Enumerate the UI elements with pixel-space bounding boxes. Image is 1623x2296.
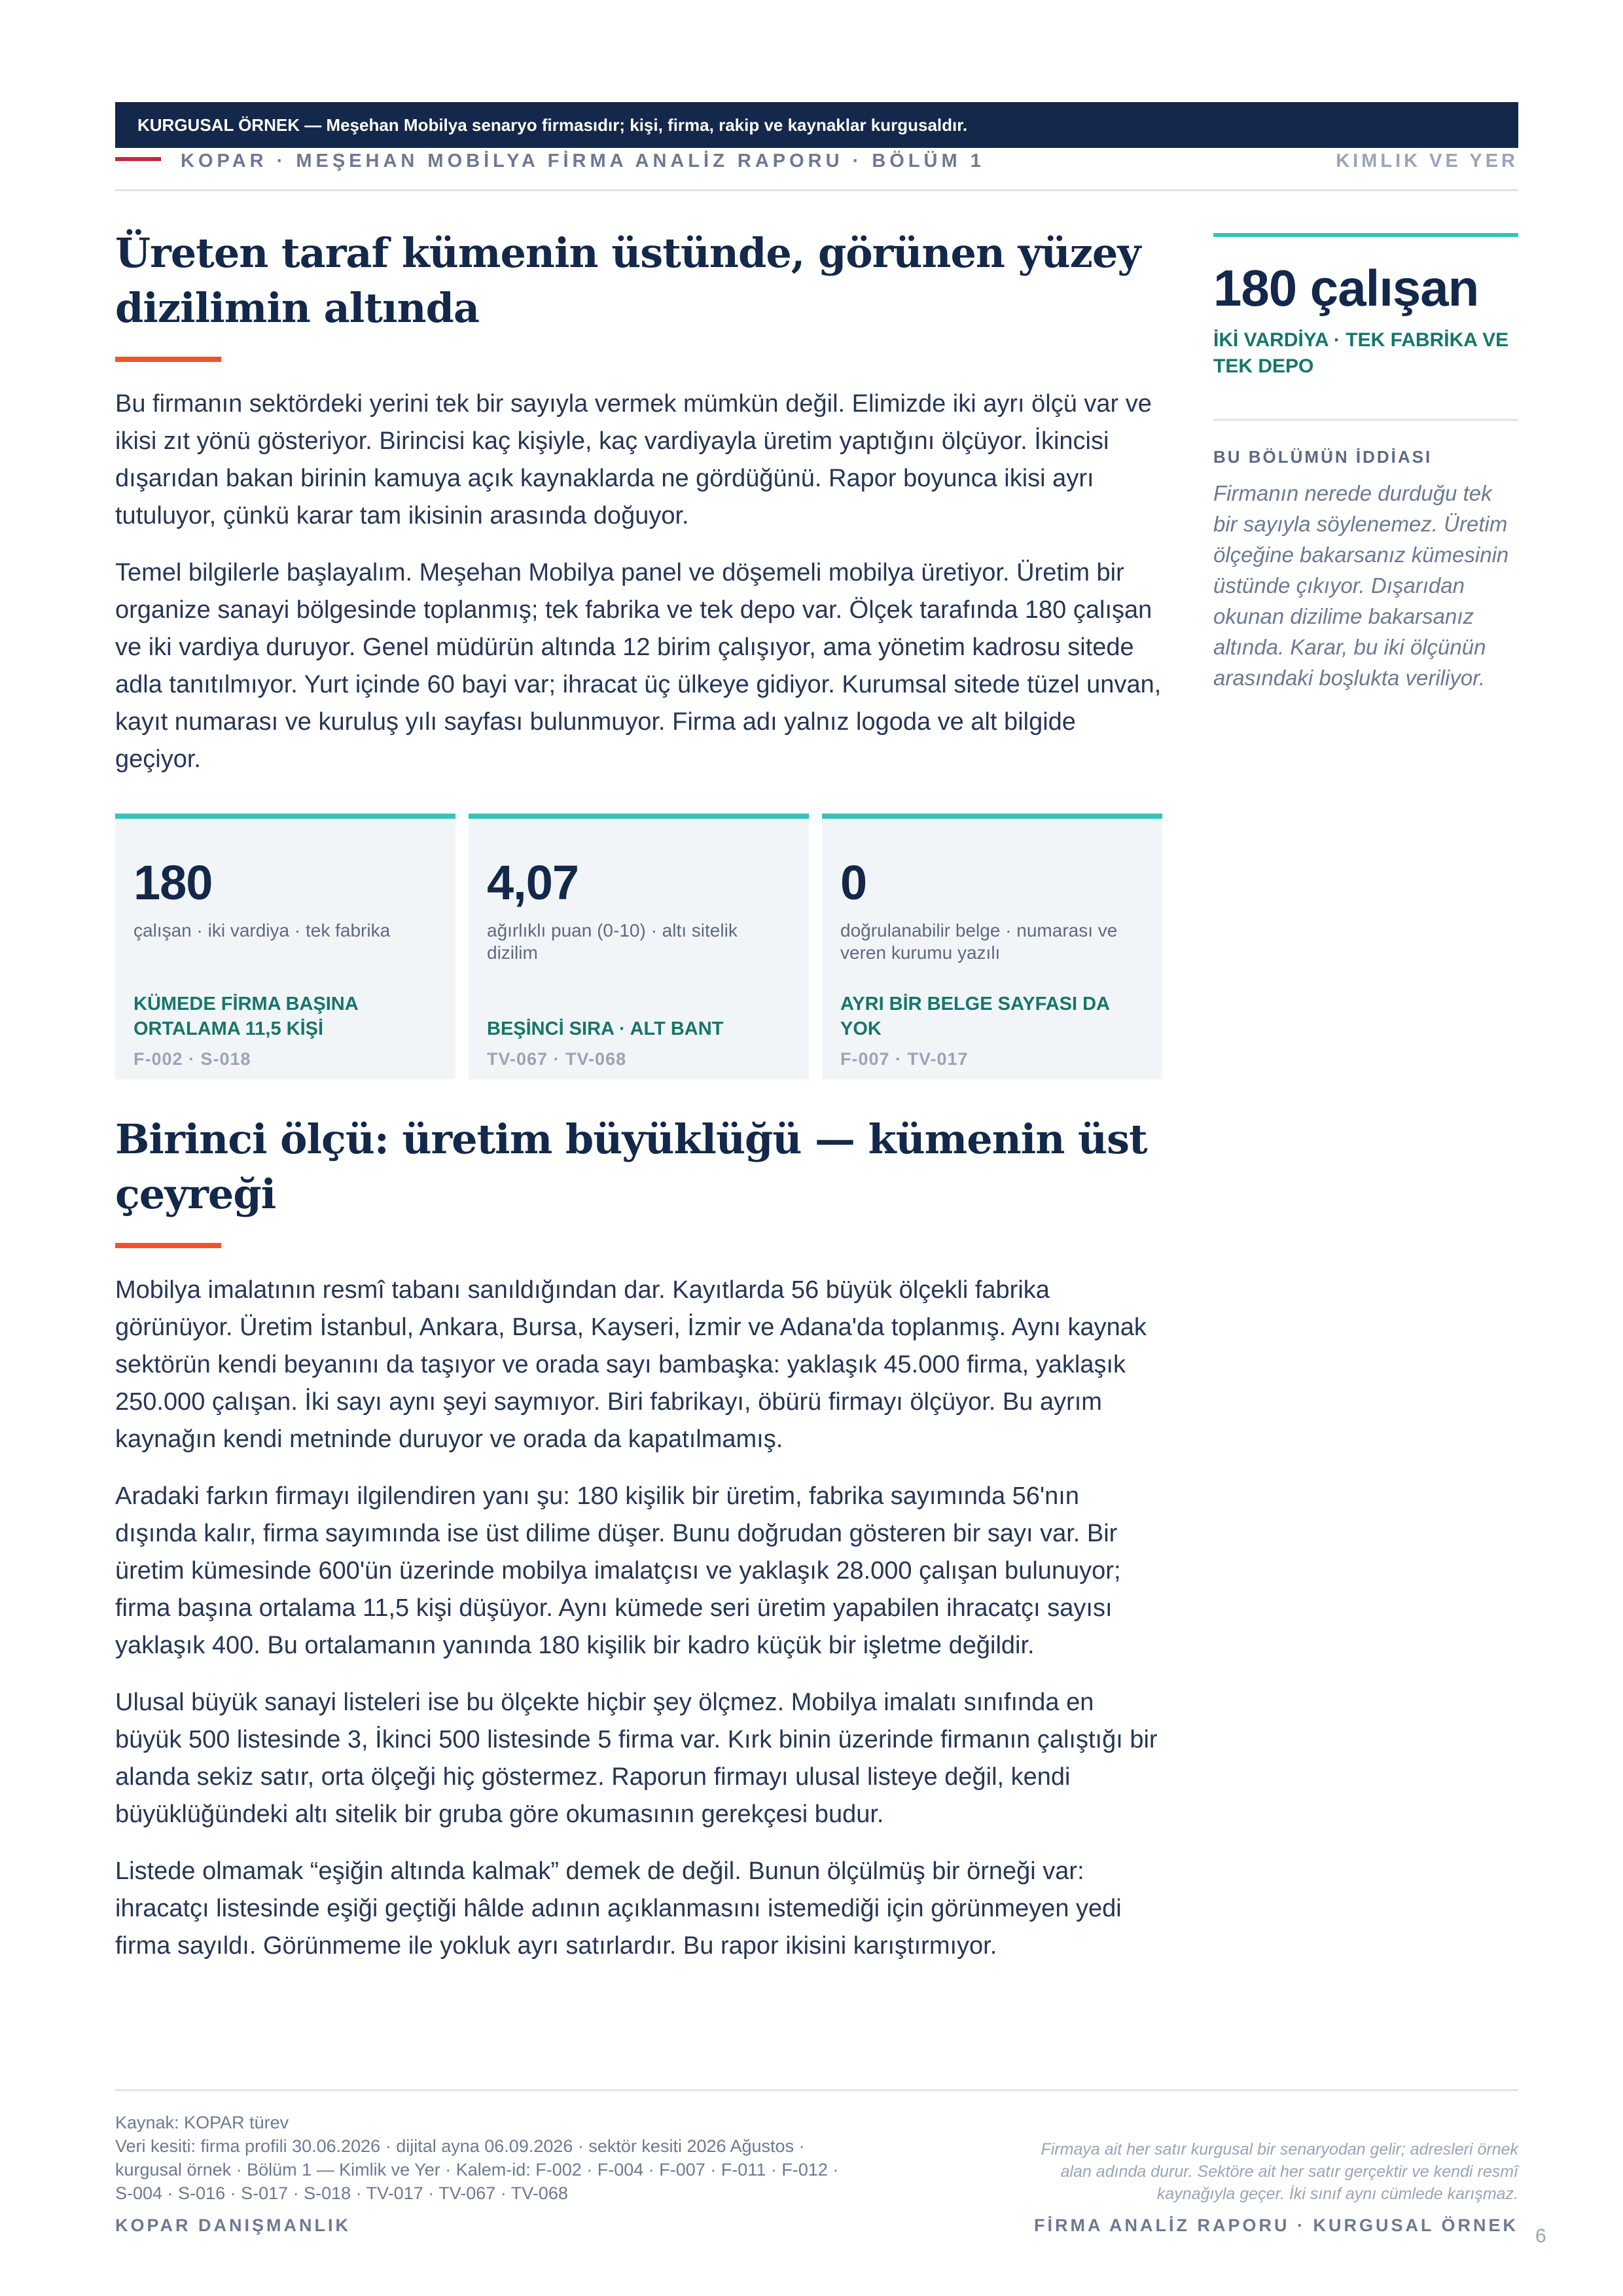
paragraph: Mobilya imalatının resmî tabanı sanıldığından dar. Kayıtlarda 56 büyük ölçekli fabrika görünüyor. Üretim İstanbul, Ankara, Bursa, Kayseri, İzmir ve Adana'da toplanmış. Aynı kaynak sektörün kendi beyanını da taşıyor ve orada sayı bambaşka: yaklaşık 45.000 firma, yaklaşık 250.000 çalışan. İki sayı aynı şeyi saymıyor. Biri fabrikayı, öbürü firmayı ölçüyor. Bu ayrım kaynağın kendi metninde duruyor ve orada da kapatılmamış. xyxy=(115,1276,1147,1453)
section-two xyxy=(115,1112,1162,1965)
stat-value: 4,07 xyxy=(487,855,579,910)
running-header-title: KOPAR · MEŞEHAN MOBİLYA FİRMA ANALİZ RAPORU · BÖLÜM 1 xyxy=(181,151,985,171)
footer-source xyxy=(115,2111,966,2205)
stat-card-documents xyxy=(822,814,1162,1079)
footer xyxy=(115,2089,1518,2235)
footer-source-line: kurgusal örnek · Bölüm 1 — Kimlik ve Yer · Kalem-id: F-002 · F-004 · F-007 · F-011 · F-012 · xyxy=(115,2160,839,2179)
footer-note-line: Firmaya ait her satır kurgusal bir senaryodan gelir; adresleri örnek xyxy=(1041,2140,1518,2159)
stat-cards xyxy=(115,814,1162,1079)
stat-tag: AYRI BİR BELGE SAYFASI DA YOK xyxy=(840,994,1109,1039)
footer-note xyxy=(982,2138,1518,2205)
paragraph: Ulusal büyük sanayi listeleri ise bu ölçekte hiçbir şey ölçmez. Mobilya imalatı sınıfında en büyük 500 listesinde 3, İkinci 500 listesinde 5 firma var. Kırk binin üzerinde firmanın çalıştığı bir alanda sekiz satır, orta ölçeği hiç göstermez. Raporun firmayı ulusal listeye değil, kendi büyüklüğündeki altı sitelik bir gruba göre okumasının gerekçesi budur. xyxy=(115,1689,1158,1828)
stat-description: ağırlıklı puan (0-10) · altı sitelik dizilim xyxy=(487,920,738,963)
page-number: 6 xyxy=(1535,2225,1546,2247)
running-header-section: KIMLIK VE YER xyxy=(1336,151,1518,171)
section-title: Üreten taraf kümenin üstünde, görünen yüzey dizilimin altında xyxy=(115,229,1141,332)
sidebar-headline-figure: 180 çalışan xyxy=(1213,259,1479,317)
section-title: Birinci ölçü: üretim büyüklüğü — kümenin üst çeyreği xyxy=(115,1115,1147,1218)
paragraph: Bu firmanın sektördeki yerini tek bir sayıyla vermek mümkün değil. Elimizde iki ayrı ölçü var ve ikisi zıt yönü gösteriyor. Birincisi kaç kişiyle, kaç vardiyayla üretim yaptığını ölçüyor. İkincisi dışarıdan bakan birinin kamuya açık kaynaklarda ne gördüğünü. Rapor boyunca ikisi ayrı tutuluyor, çünkü karar tam ikisinin arasında doğuyor. xyxy=(115,390,1152,529)
stat-value: 180 xyxy=(134,855,213,910)
footer-source-line: S-004 · S-016 · S-017 · S-018 · TV-017 · TV-067 · TV-068 xyxy=(115,2183,568,2203)
stat-reference: TV-067 · TV-068 xyxy=(487,1049,627,1069)
fictional-example-banner: KURGUSAL ÖRNEK — Meşehan Mobilya senaryo firmasıdır; kişi, firma, rakip ve kaynaklar kurgusaldır. xyxy=(115,102,1518,148)
stat-card-score xyxy=(469,814,809,1079)
footer-brand: KOPAR DANIŞMANLIK xyxy=(115,2215,351,2235)
stat-tag: BEŞİNCİ SIRA · ALT BANT xyxy=(487,1018,724,1039)
divider xyxy=(1213,419,1518,421)
footer-note-line: alan adında durur. Sektöre ait her satır gerçektir ve kendi resmî xyxy=(1060,2162,1518,2181)
stat-tag: KÜMEDE FİRMA BAŞINA ORTALAMA 11,5 KİŞİ xyxy=(134,994,358,1039)
main-column xyxy=(115,226,1162,1965)
footer-source-line: Kaynak: KOPAR türev xyxy=(115,2113,289,2132)
sidebar xyxy=(1213,233,1518,693)
paragraph: Temel bilgilerle başlayalım. Meşehan Mobilya panel ve döşemeli mobilya üretiyor. Üretim bir organize sanayi bölgesinde toplanmış; tek fabrika ve tek depo var. Ölçek tarafında 180 çalışan ve iki vardiya duruyor. Genel müdürün altında 12 birim çalışıyor, ama yönetim kadrosu sitede adla tanıtılmıyor. Yurt içinde 60 bayi var; ihracat üç ülkeye gidiyor. Kurumsal sitede tüzel unvan, kayıt numarası ve kuruluş yılı sayfası bulunmuyor. Firma adı yalnız logoda ve alt bilgide geçiyor. xyxy=(115,559,1162,773)
claim-quote: Firmanın nerede durduğu tek bir sayıyla söylenemez. Üretim ölçeğine bakarsanız kümesinin üstünde çıkıyor. Dışarıdan okunan dizilime bakarsanız altında. Karar, bu iki ölçünün arasındaki boşlukta veriliyor. xyxy=(1213,481,1509,690)
footer-report-title: FİRMA ANALİZ RAPORU · KURGUSAL ÖRNEK xyxy=(1034,2215,1518,2235)
stat-reference: F-002 · S-018 xyxy=(134,1049,251,1069)
running-header xyxy=(115,148,1518,191)
stat-value: 0 xyxy=(840,855,867,910)
sidebar-top-rule xyxy=(1213,233,1518,237)
paragraph: Aradaki farkın firmayı ilgilendiren yanı şu: 180 kişilik bir üretim, fabrika sayımında 56'nın dışında kalır, firma sayımında ise üst dilime düşer. Bunu doğrudan gösteren bir sayı var. Bir üretim kümesinde 600'ün üzerinde mobilya imalatçısı ve yaklaşık 28.000 çalışan bulunuyor; firma başına ortalama 11,5 kişi düşüyor. Aynı kümede seri üretim yapabilen ihracatçı sayısı yaklaşık 400. Bu ortalamanın yanında 180 kişilik bir kadro küçük bir işletme değildir. xyxy=(115,1482,1121,1659)
sidebar-subtitle: İKİ VARDİYA · TEK FABRİKA VE TEK DEPO xyxy=(1213,329,1509,377)
footer-source-line: Veri kesiti: firma profili 30.06.2026 · dijital ayna 06.09.2026 · sektör kesiti 2026 Ağustos · xyxy=(115,2136,805,2156)
stat-reference: F-007 · TV-017 xyxy=(840,1049,969,1069)
title-underline xyxy=(115,357,221,362)
stat-description: çalışan · iki vardiya · tek fabrika xyxy=(134,920,391,941)
red-accent-mark xyxy=(115,157,161,161)
title-underline xyxy=(115,1243,221,1248)
paragraph: Listede olmamak “eşiğin altında kalmak” demek de değil. Bunun ölçülmüş bir örneği var: ihracatçı listesinde eşiği geçtiği hâlde adının açıklanmasını istemediği için görünmeyen yedi firma sayıldı. Görünmeme ile yokluk ayrı satırlardır. Bu rapor ikisini karıştırmıyor. xyxy=(115,1857,1122,1960)
stat-card-employees xyxy=(115,814,455,1079)
stat-description: doğrulanabilir belge · numarası ve veren kurumu yazılı xyxy=(840,920,1118,963)
claim-label: BU BÖLÜMÜN İDDİASI xyxy=(1213,447,1433,467)
footer-note-line: kaynağıyla geçer. İki sınıf aynı cümlede karışmaz. xyxy=(1156,2185,1518,2203)
